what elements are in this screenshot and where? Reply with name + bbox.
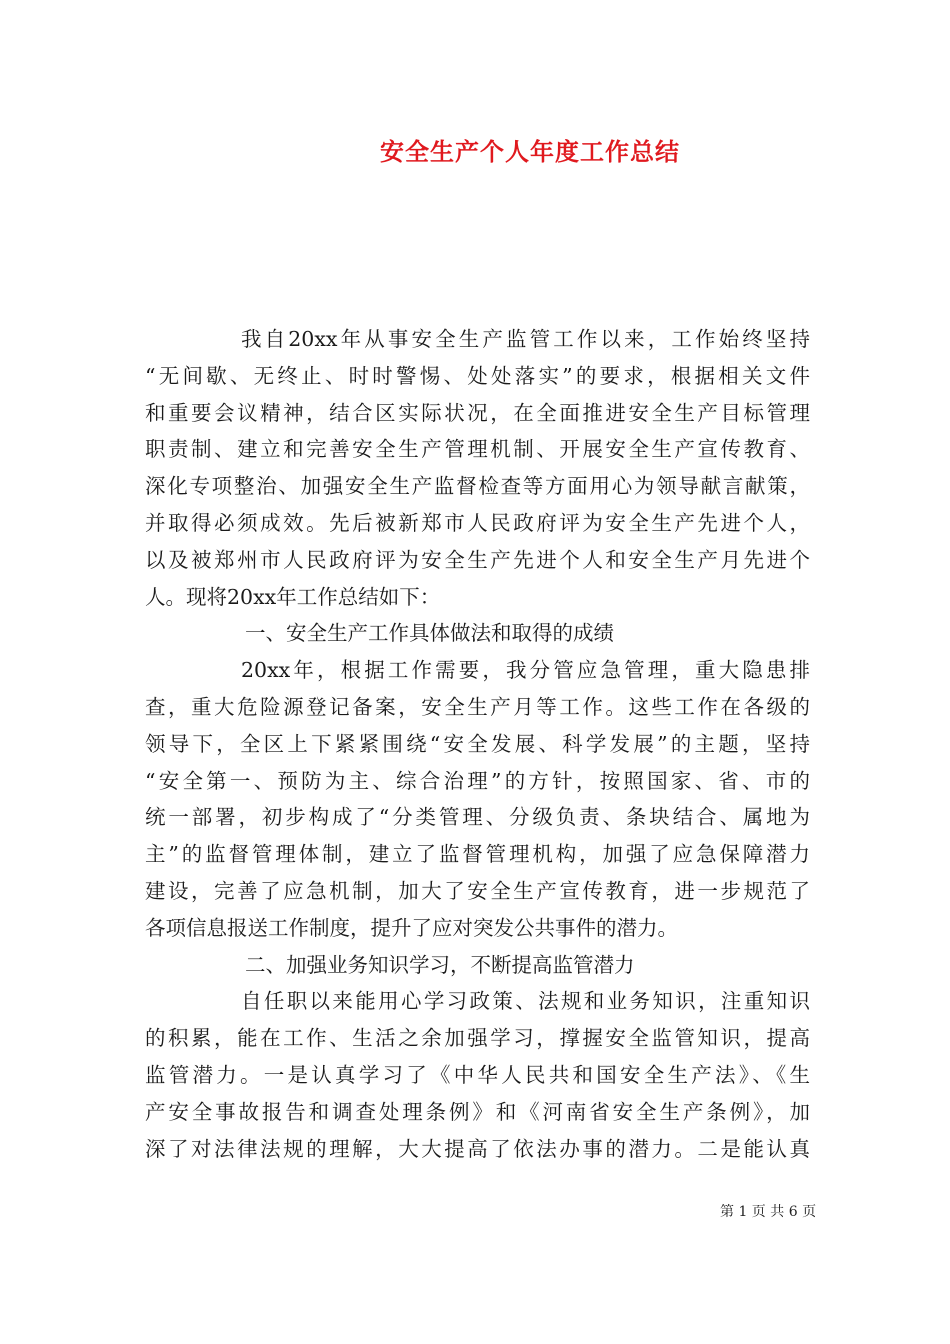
paragraph-line: 领导下，全区上下紧紧围绕“安全发展、科学发展”的主题，坚持 bbox=[145, 731, 810, 756]
paragraph-line: 的积累，能在工作、生活之余加强学习，撑握安全监管知识，提高 bbox=[145, 1026, 810, 1051]
paragraph-line: 自任职以来能用心学习政策、法规和业务知识，注重知识 bbox=[241, 989, 810, 1014]
paragraph-line: 以及被郑州市人民政府评为安全生产先进个人和安全生产月先进个 bbox=[145, 547, 810, 572]
paragraph-line: “安全第一、预防为主、综合治理”的方针，按照国家、省、市的 bbox=[145, 768, 810, 793]
section-heading: 二、加强业务知识学习，不断提高监管潜力 bbox=[245, 952, 635, 977]
document-body bbox=[145, 321, 810, 1167]
paragraph-line: 查，重大危险源登记备案，安全生产月等工作。这些工作在各级的 bbox=[145, 694, 810, 719]
paragraph-line: 我自20xx年从事安全生产监管工作以来，工作始终坚持 bbox=[241, 327, 810, 351]
paragraph-line: 深化专项整治、加强安全生产监督检查等方面用心为领导献言献策， bbox=[145, 474, 810, 499]
paragraph-line: 建设，完善了应急机制，加大了安全生产宣传教育，进一步规范了 bbox=[145, 878, 810, 903]
paragraph-line: 统一部署，初步构成了“分类管理、分级负责、条块结合、属地为 bbox=[145, 805, 810, 830]
paragraph-line: 各项信息报送工作制度，提升了应对突发公共事件的潜力。 bbox=[145, 915, 678, 940]
paragraph-line: 人。现将20xx年工作总结如下： bbox=[145, 584, 441, 609]
paragraph-line: 职责制、建立和完善安全生产管理机制、开展安全生产宣传教育、 bbox=[145, 437, 810, 462]
document-title: 安全生产个人年度工作总结 bbox=[380, 137, 680, 166]
paragraph-line: 并取得必须成效。先后被新郑市人民政府评为安全生产先进个人， bbox=[145, 510, 810, 535]
paragraph-line: 20xx年，根据工作需要，我分管应急管理，重大隐患排 bbox=[241, 658, 810, 683]
paragraph-line: 产安全事故报告和调查处理条例》和《河南省安全生产条例》，加 bbox=[145, 1099, 810, 1124]
paragraph-line: “无间歇、无终止、时时警惕、处处落实”的要求，根据相关文件 bbox=[145, 363, 810, 388]
page-number-footer: 第 1 页 共 6 页 bbox=[720, 1204, 817, 1220]
paragraph-line: 和重要会议精神，结合区实际状况，在全面推进安全生产目标管理 bbox=[145, 400, 810, 425]
paragraph-line: 监管潜力。一是认真学习了《中华人民共和国安全生产法》、《生 bbox=[145, 1062, 810, 1087]
paragraph-line: 主”的监督管理体制，建立了监督管理机构，加强了应急保障潜力 bbox=[145, 842, 810, 867]
section-heading: 一、安全生产工作具体做法和取得的成绩 bbox=[245, 621, 614, 646]
paragraph-line: 深了对法律法规的理解，大大提高了依法办事的潜力。二是能认真 bbox=[145, 1136, 810, 1161]
